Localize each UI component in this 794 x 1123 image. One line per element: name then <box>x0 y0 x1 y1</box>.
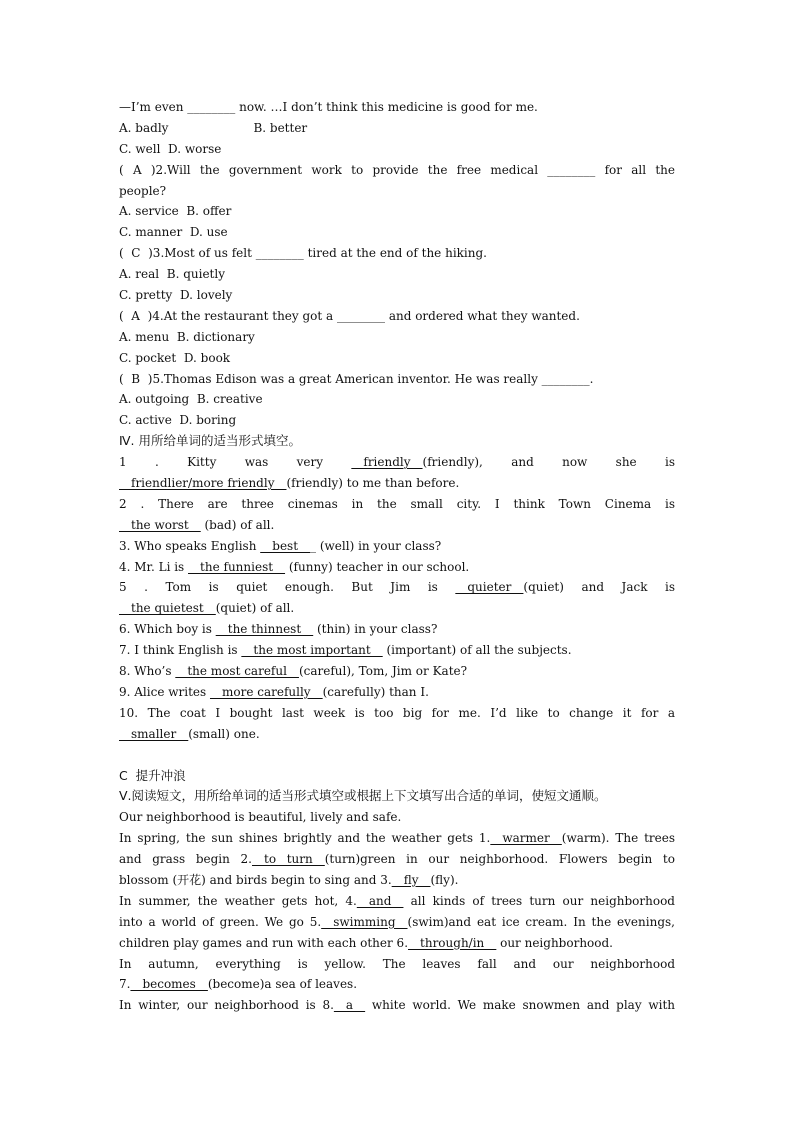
passage-text: In spring, the sun shines brightly and the weather gets 1. <box>119 831 491 846</box>
passage-line-4 <box>119 891 675 912</box>
s4-item-1-cont <box>119 473 675 494</box>
passage-text: In summer, the weather gets hot, 4. <box>119 893 357 908</box>
s4-item-4 <box>119 557 675 578</box>
q3-options-cd: C. pretty D. lovely <box>119 288 233 303</box>
s4-item-5 <box>119 577 675 598</box>
item-text: 2 . There are three cinemas in the small city. I think Town Cinema is <box>119 496 675 511</box>
answer: __swimming__ <box>321 914 408 929</box>
q1-options-ab <box>119 118 675 139</box>
passage-text: 7. <box>119 977 131 992</box>
item-text: 7. I think English is <box>119 643 242 658</box>
answer: __the most careful__ <box>175 664 299 679</box>
passage-text: white world. We make snowmen and play with <box>365 998 676 1013</box>
item-text: (friendly), and now she is <box>422 455 675 470</box>
passage-text: (warm). The trees <box>561 831 676 846</box>
passage-line-5 <box>119 912 675 933</box>
item-text: (carefully) than I. <box>322 684 429 699</box>
item-text: (quiet) and Jack is <box>523 580 676 595</box>
item-text: 5 . Tom is quiet enough. But Jim is <box>119 580 456 595</box>
passage-line-8 <box>119 974 675 995</box>
answer: __and__ <box>356 893 404 908</box>
passage-text: and grass begin 2. <box>119 852 252 867</box>
answer: __warmer__ <box>490 831 562 846</box>
answer: __the most important__ <box>241 643 383 658</box>
passage-text: all kinds of trees turn our neighborhood <box>403 893 675 908</box>
item-text: 4. Mr. Li is <box>119 559 189 574</box>
s4-item-6 <box>119 619 675 640</box>
answer: __a__ <box>333 998 366 1013</box>
s4-item-5-cont <box>119 598 675 619</box>
q2-options-ab: A. service B. offer <box>119 204 232 219</box>
q2-options-cd: C. manner D. use <box>119 225 228 240</box>
passage-line-3 <box>119 870 675 891</box>
s4-item-7 <box>119 640 675 661</box>
answer: __fly__ <box>391 872 431 887</box>
passage-text: children play games and run with each other 6. <box>119 935 409 950</box>
section-4-title: Ⅳ. 用所给单词的适当形式填空。 <box>119 433 301 449</box>
answer: __through/in__ <box>408 935 497 950</box>
q1-stem: —I’m even ________ now. …I don’t think this medicine is good for me. <box>119 100 538 114</box>
s4-item-8 <box>119 661 675 682</box>
answer: __friendlier/more friendly__ <box>119 476 287 491</box>
q1-options-cd: C. well D. worse <box>119 141 222 156</box>
q3-options-ab: A. real B. quietly <box>119 267 225 282</box>
option-b: B. better <box>253 120 308 135</box>
item-text: (bad) of all. <box>200 517 275 532</box>
s4-item-3 <box>119 536 675 557</box>
q2-stem-cont: people? <box>119 183 167 198</box>
q5-options-ab: A. outgoing B. creative <box>119 392 263 407</box>
item-text: (friendly) to me than before. <box>286 476 460 491</box>
s4-item-10-cont <box>119 724 675 745</box>
passage-text: (fly). <box>430 872 459 887</box>
item-text: 3. Who speaks English <box>119 538 261 553</box>
s4-item-2 <box>119 494 675 515</box>
q5-options-cd: C. active D. boring <box>119 413 237 428</box>
item-text: 6. Which boy is <box>119 622 216 637</box>
q4-options-ab: A. menu B. dictionary <box>119 329 255 344</box>
item-text: _ (well) in your class? <box>310 538 442 553</box>
q4-options-cd: C. pocket D. book <box>119 350 231 365</box>
section-5-title: Ⅴ.阅读短文，用所给单词的适当形式填空或根据上下文填写出合适的单词，使短文通顺。 <box>119 788 607 804</box>
answer: __the worst__ <box>119 517 201 532</box>
item-text: (careful), Tom, Jim or Kate? <box>298 664 468 679</box>
passage-text: blossom (开花) and birds begin to sing and 3. <box>119 872 392 887</box>
passage-line-7: In autumn, everything is yellow. The leaves fall and our neighborhood <box>119 956 675 971</box>
answer: __the funniest__ <box>188 559 286 574</box>
item-text: 10. The coat I bought last week is too big for me. I’d like to change it for a <box>119 705 675 720</box>
item-text: 9. Alice writes <box>119 684 210 699</box>
answer: __friendly__ <box>351 455 423 470</box>
answer: __smaller__ <box>119 726 189 741</box>
s4-item-1 <box>119 452 675 473</box>
passage-text: our neighborhood. <box>496 935 613 950</box>
passage-text: (turn)green in our neighborhood. Flowers begin to <box>324 852 675 867</box>
passage-line-6 <box>119 933 675 954</box>
answer: __becomes__ <box>130 977 208 992</box>
item-text: (quiet) of all. <box>215 601 295 616</box>
q4-stem: ( A )4.At the restaurant they got a ________ and ordered what they wanted. <box>119 308 580 323</box>
answer: __the quietest__ <box>119 601 216 616</box>
item-text: 1 . Kitty was very <box>119 455 352 470</box>
item-text: 8. Who’s <box>119 664 176 679</box>
s4-item-10 <box>119 703 675 724</box>
q2-stem: ( A )2.Will the government work to provide the free medical ________ for all the <box>119 162 675 177</box>
answer: __more carefully__ <box>209 684 323 699</box>
passage-text: (become)a sea of leaves. <box>207 977 358 992</box>
section-c-title: C 提升冲浪 <box>119 767 186 783</box>
s4-item-9 <box>119 682 675 703</box>
item-text: (important) of all the subjects. <box>382 643 572 658</box>
passage-line-1 <box>119 828 675 849</box>
q5-stem: ( B )5.Thomas Edison was a great American inventor. He was really ________. <box>119 371 594 386</box>
s4-item-2-cont <box>119 515 675 536</box>
passage-line-2 <box>119 849 675 870</box>
passage-line-0: Our neighborhood is beautiful, lively and safe. <box>119 810 402 825</box>
answer: __best__ <box>260 538 311 553</box>
passage-line-9 <box>119 995 675 1016</box>
answer: __the thinnest__ <box>215 622 314 637</box>
item-text: (funny) teacher in our school. <box>285 559 470 574</box>
spacer <box>119 745 675 766</box>
answer: __quieter__ <box>455 580 524 595</box>
passage-text: into a world of green. We go 5. <box>119 914 322 929</box>
q3-stem: ( C )3.Most of us felt ________ tired at the end of the hiking. <box>119 246 487 261</box>
passage-text: In winter, our neighborhood is 8. <box>119 998 334 1013</box>
answer: __to turn__ <box>252 852 325 867</box>
item-text: (small) one. <box>188 726 260 741</box>
item-text: (thin) in your class? <box>313 622 438 637</box>
passage-text: (swim)and eat ice cream. In the evenings, <box>407 914 675 929</box>
document-page <box>119 97 675 1016</box>
option-a: A. badly <box>119 120 169 135</box>
